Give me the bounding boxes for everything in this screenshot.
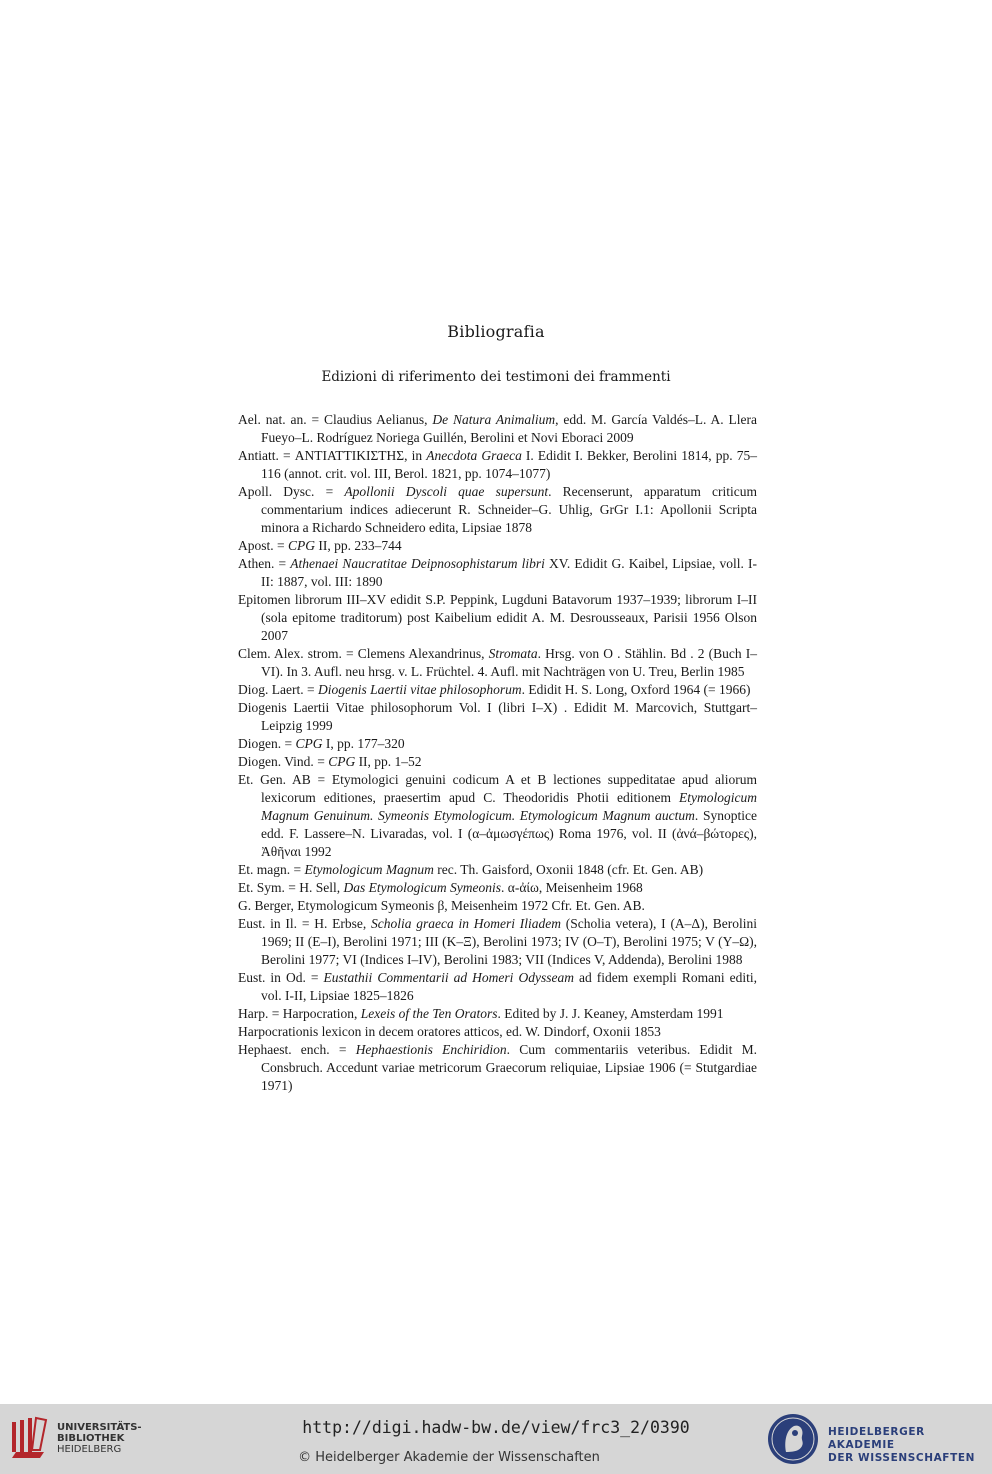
- bibliography-list: [238, 411, 757, 1095]
- bib-entry: Et. Gen. AB = Etymologici genuini codicum A et B lectiones suppeditatae apud aliorum lexicorum editiones, praesertim apud C. Theodoridis Photii editionem Etymologicum Magnum Genuinum. Symeonis Etymologicum. Etymologicum Magnum auctum. Synoptice edd. F. Lassere–N. Livaradas, vol. I (α–ἀμωσγέπως) Roma 1976, vol. II (ἀνά–βώτορες), Ἀθῆναι 1992: [238, 772, 758, 859]
- bib-entry: Athen. = Athenaei Naucratitae Deipnosophistarum libri XV. Edidit G. Kaibel, Lipsiae, voll. I-II: 1887, vol. III: 1890 Epitomen librorum III–XV edidit S.P. Peppink, Lugduni Batavorum 1937–1939; librorum I–II (sola epitome traditorum) post Kaibelium edidit A. M. Desrousseaux, Parisii 1956 Olson 2007: [238, 556, 757, 643]
- bib-entry: Eust. in Od. = Eustathii Commentarii ad Homeri Odysseam ad fidem exempli Romani editi, vol. I-II, Lipsiae 1825–1826: [238, 970, 757, 1003]
- footer-bar: [0, 1404, 992, 1474]
- entry-abbr: Clem. Alex. strom.: [238, 646, 342, 661]
- academy-seal-icon[interactable]: [766, 1412, 820, 1466]
- entry-abbr: Diogen. Vind.: [238, 754, 314, 769]
- entry-abbr: Diog. Laert.: [238, 682, 304, 697]
- bib-entry: Diogen. Vind. = CPG II, pp. 1–52: [238, 754, 422, 769]
- bib-entry: Diogen. = CPG I, pp. 177–320: [238, 736, 405, 751]
- entry-continuation: G. Berger, Etymologicum Symeonis β, Meisenheim 1972 Cfr. Et. Gen. AB.: [238, 898, 645, 913]
- page-title: Bibliografia: [447, 322, 545, 341]
- bib-entry: Harp. = Harpocration, Lexeis of the Ten Orators. Edited by J. J. Keaney, Amsterdam 1991 Harpocrationis lexicon in decem oratores atticos, ed. W. Dindorf, Oxonii 1853: [238, 1005, 757, 1041]
- university-library-label: UNIVERSITÄTS- BIBLIOTHEK HEIDELBERG: [57, 1422, 142, 1455]
- entry-abbr: Et. magn.: [238, 862, 291, 877]
- entry-abbr: Eust. in Od.: [238, 970, 306, 985]
- bib-entry: Et. magn. = Etymologicum Magnum rec. Th. Gaisford, Oxonii 1848 (cfr. Et. Gen. AB): [238, 862, 704, 877]
- bib-entry: Ael. nat. an. = Claudius Aelianus, De Natura Animalium, edd. M. García Valdés–L. A. Llera Fueyo–L. Rodríguez Noriega Guillén, Berolini et Novi Eboraci 2009: [238, 412, 757, 445]
- copyright-notice: © Heidelberger Akademie der Wissenschaften: [298, 1450, 600, 1465]
- entry-continuation: Diogenis Laertii Vitae philosophorum Vol. I (libri I–X) . Edidit M. Marcovich, Stuttgart–Leipzig 1999: [238, 700, 757, 733]
- entry-abbr: Eust. in Il.: [238, 916, 298, 931]
- bib-entry: Diog. Laert. = Diogenis Laertii vitae philosophorum. Edidit H. S. Long, Oxford 1964 (= 1966) Diogenis Laertii Vitae philosophorum Vol. I (libri I–X) . Edidit M. Marcovich, Stuttgart–Leipzig 1999: [238, 682, 757, 733]
- entry-abbr: Et. Sym.: [238, 880, 285, 895]
- entry-abbr: Diogen.: [238, 736, 282, 751]
- bib-entry: Et. Sym. = H. Sell, Das Etymologicum Symeonis. α-ἀίω, Meisenheim 1968 G. Berger, Etymologicum Symeonis β, Meisenheim 1972 Cfr. Et. Gen. AB.: [238, 879, 757, 915]
- bib-entry: Apoll. Dysc. = Apollonii Dyscoli quae supersunt. Recenserunt, apparatum criticum commentarium indices adiecerunt R. Schneider–G. Uhlig, GrGr I.1: Apollonii Scripta minora a Richardo Schneidero edita, Lipsiae 1878: [238, 484, 757, 535]
- bib-entry: Eust. in Il. = H. Erbse, Scholia graeca in Homeri Iliadem (Scholia vetera), I (Α–Δ), Berolini 1969; II (Ε–Ι), Berolini 1971; III (Κ–Ξ), Berolini 1973; IV (Ο–Τ), Berolini 1975; V (Υ–Ω), Berolini 1977; VI (Indices I–IV), Berolini 1983; VII (Indices V, Addenda), Berolini 1988: [238, 916, 757, 967]
- bib-entry: Clem. Alex. strom. = Clemens Alexandrinus, Stromata. Hrsg. von O . Stählin. Bd . 2 (Buch I–VI). In 3. Aufl. neu hrsg. v. L. Früchtel. 4. Aufl. mit Nachträgen von U. Treu, Berlin 1985: [238, 646, 757, 679]
- source-url-link[interactable]: http://digi.hadw-bw.de/view/frc3_2/0390: [302, 1418, 690, 1437]
- entry-abbr: Apost.: [238, 538, 274, 553]
- bib-entry: Hephaest. ench. = Hephaestionis Enchiridion. Cum commentariis veteribus. Edidit M. Consbruch. Accedunt variae metricorum Graecorum reliquiae, Lipsiae 1906 (= Stutgardiae 1971): [238, 1042, 757, 1093]
- bib-entry: Apost. = CPG II, pp. 233–744: [238, 538, 402, 553]
- entry-abbr: Antiatt.: [238, 448, 279, 463]
- entry-abbr: Apoll. Dysc.: [238, 484, 315, 499]
- bib-entry: Antiatt. = ΑΝΤΙΑΤΤΙΚΙΣΤΗΣ, in Anecdota Graeca I. Edidit I. Bekker, Berolini 1814, pp. 75–116 (annot. crit. vol. III, Berol. 1821, pp. 1074–1077): [238, 448, 757, 481]
- entry-abbr: Athen.: [238, 556, 275, 571]
- entry-abbr: Hephaest. ench.: [238, 1042, 330, 1057]
- section-title: Edizioni di riferimento dei testimoni dei frammenti: [321, 369, 671, 385]
- entry-abbr: Ael. nat. an.: [238, 412, 307, 427]
- entry-abbr: Harp.: [238, 1006, 269, 1021]
- entry-continuation: Epitomen librorum III–XV edidit S.P. Peppink, Lugduni Batavorum 1937–1939; librorum I–II (sola epitome traditorum) post Kaibelium edidit A. M. Desrousseaux, Parisii 1956 Olson 2007: [238, 592, 757, 643]
- academy-label: HEIDELBERGER AKADEMIE DER WISSENSCHAFTEN: [828, 1426, 976, 1464]
- entry-abbr: Et. Gen. AB: [238, 772, 311, 787]
- entry-continuation: Harpocrationis lexicon in decem oratores atticos, ed. W. Dindorf, Oxonii 1853: [238, 1024, 661, 1039]
